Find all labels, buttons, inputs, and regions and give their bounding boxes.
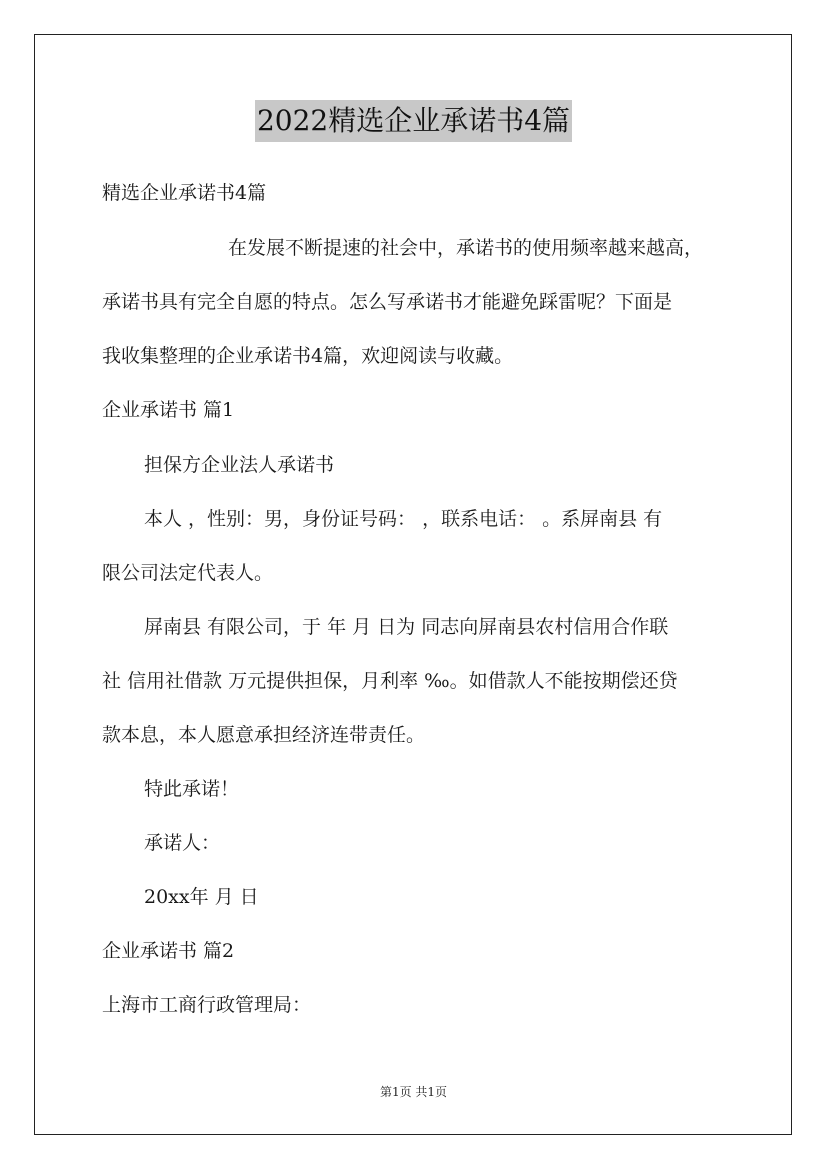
section1-body-line-3: 屏南县 有限公司，于 年 月 日为 同志向屏南县农村信用合作联 [144,616,669,638]
subtitle: 精选企业承诺书4篇 [102,182,267,204]
intro-line-3: 我收集整理的企业承诺书4篇，欢迎阅读与收藏。 [102,345,514,367]
section1-closing: 特此承诺！ [144,778,240,800]
section1-body-line-2: 限公司法定代表人。 [102,562,274,584]
page-footer: 第1页 共1页 [379,1085,448,1099]
section2-addressee: 上海市工商行政管理局： [102,994,312,1016]
document-title: 2022精选企业承诺书4篇 [255,100,572,142]
section1-doc-title: 担保方企业法人承诺书 [144,454,335,476]
intro-line-2: 承诺书具有完全自愿的特点。怎么写承诺书才能避免踩雷呢？下面是 [102,291,673,313]
intro-line-1: 在发展不断提速的社会中，承诺书的使用频率越来越高， [228,237,704,259]
title-container [0,100,827,142]
section1-body-line-4: 社 信用社借款 万元提供担保，月利率 ‰。如借款人不能按期偿还贷 [102,670,678,692]
section1-heading: 企业承诺书 篇1 [102,399,235,421]
section1-date: 20xx年 月 日 [144,886,259,908]
section2-heading: 企业承诺书 篇2 [102,940,235,962]
section1-signer: 承诺人： [144,832,221,854]
section1-body-line-5: 款本息，本人愿意承担经济连带责任。 [102,724,426,746]
section1-body-line-1: 本人 ，性别：男，身份证号码： ，联系电话： 。系屏南县 有 [144,508,663,530]
